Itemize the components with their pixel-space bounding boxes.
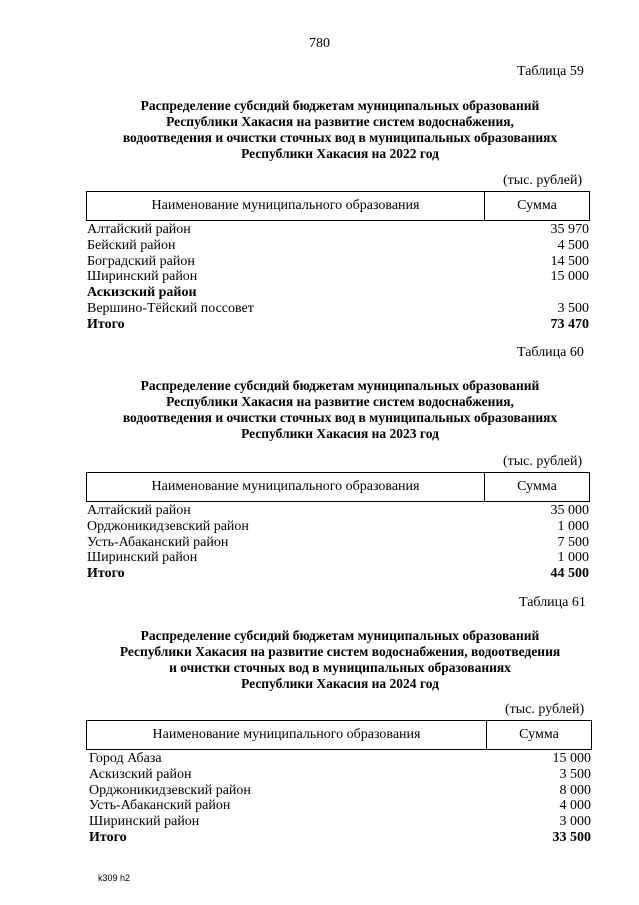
column-header-sum: Сумма <box>517 479 557 494</box>
table-59-unit: (тыс. рублей) <box>503 173 583 188</box>
column-header-sum: Сумма <box>519 727 559 742</box>
table-61-unit: (тыс. рублей) <box>505 702 585 717</box>
table-row: Алтайский район 35 000 <box>87 503 589 518</box>
table-total-row: Итого 33 500 <box>89 829 591 845</box>
table-row: Аскизский район 3 500 <box>89 766 591 782</box>
table-row-group: Аскизский район <box>87 285 197 301</box>
title-line: Республики Хакасия на развитие систем водоснабжения, <box>166 394 514 409</box>
table-row: Ширинский район 3 000 <box>89 814 591 830</box>
title-line: Республики Хакасия на 2024 год <box>241 676 439 691</box>
title-line: Республики Хакасия на развитие систем водоснабжения, <box>166 114 514 129</box>
table-59-body <box>87 222 589 333</box>
title-line: Республики Хакасия на 2022 год <box>241 146 439 161</box>
table-60-title <box>80 378 600 442</box>
title-line: Республики Хакасия на развитие систем водоснабжения, водоотведения <box>119 644 561 659</box>
title-line: Распределение субсидий бюджетам муниципальных образований <box>140 98 540 113</box>
table-61-header <box>86 720 592 750</box>
title-line: водоотведения и очистки сточных вод в муниципальных образованиях <box>122 410 558 425</box>
title-line: Распределение субсидий бюджетам муниципальных образований <box>140 628 540 643</box>
title-line: Республики Хакасия на 2023 год <box>241 426 439 441</box>
table-row: Орджоникидзевский район 1 000 <box>87 518 589 534</box>
table-60-body <box>87 503 589 582</box>
table-row: Город Абаза 15 000 <box>89 751 591 766</box>
column-header-name: Наименование муниципального образования <box>87 473 485 501</box>
table-row: Ширинский район 15 000 <box>87 269 589 285</box>
table-row: Орджоникидзевский район 8 000 <box>89 782 591 798</box>
table-61-label: Таблица 61 <box>519 595 586 610</box>
footer-code: k309 h2 <box>98 873 131 883</box>
column-header-sum: Сумма <box>517 198 557 213</box>
table-row: Ширинский район 1 000 <box>87 550 589 566</box>
title-line: Распределение субсидий бюджетам муниципальных образований <box>140 378 540 393</box>
title-line: водоотведения и очистки сточных вод в муниципальных образованиях <box>122 130 558 145</box>
column-header-name: Наименование муниципального образования <box>87 721 487 749</box>
table-row: Бейский район 4 500 <box>87 237 589 253</box>
table-row: Усть-Абаканский район 4 000 <box>89 798 591 814</box>
table-59-header <box>86 191 590 221</box>
table-row: Усть-Абаканский район 7 500 <box>87 534 589 550</box>
title-line: и очистки сточных вод в муниципальных образованиях <box>169 660 511 675</box>
table-row: Алтайский район 35 970 <box>87 222 589 237</box>
table-60-header <box>86 472 590 502</box>
table-61-body <box>89 751 591 846</box>
table-row: Вершино-Тёйский поссовет 3 500 <box>87 300 589 316</box>
table-row: Боградский район 14 500 <box>87 253 589 269</box>
table-61-title <box>80 628 600 692</box>
table-60-label: Таблица 60 <box>517 345 584 360</box>
table-60-unit: (тыс. рублей) <box>503 454 583 469</box>
table-59-label: Таблица 59 <box>517 64 584 79</box>
page-number: 780 <box>309 36 330 51</box>
table-total-row: Итого 44 500 <box>87 566 589 582</box>
table-59-title <box>80 98 600 162</box>
column-header-name: Наименование муниципального образования <box>87 192 485 220</box>
table-total-row: Итого 73 470 <box>87 316 589 332</box>
